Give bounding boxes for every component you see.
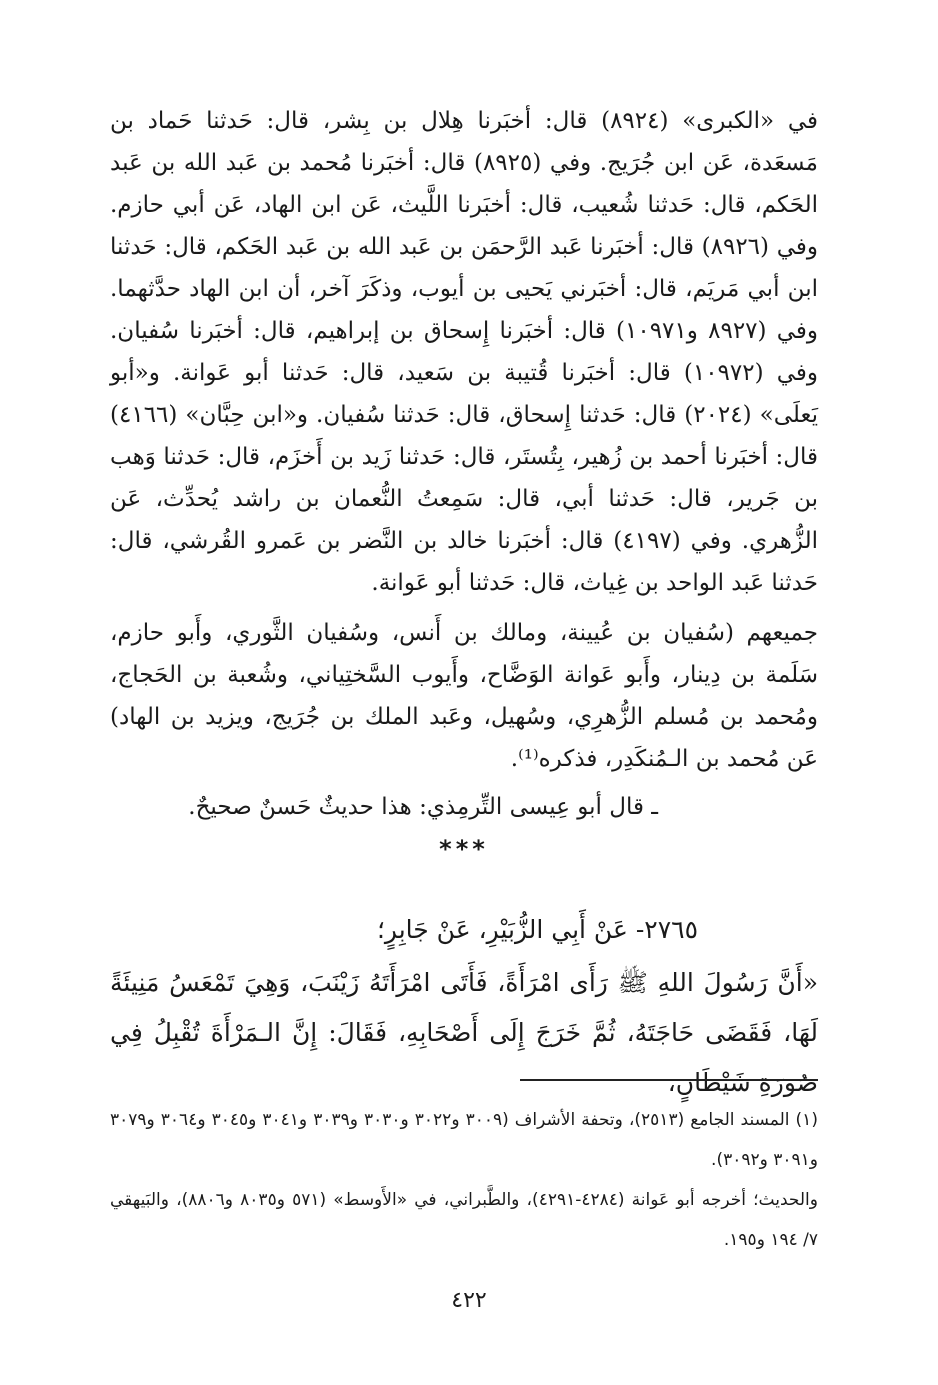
footnote-2: والحديث؛ أخرجه أبو عَوانة (٤٢٨٤-٤٢٩١)، والطَّبراني، في «الأَوسط» (٥٧١ و٨٠٣٥ و٨٨٠٦)، والبَيهقي ٧/ ١٩٤ و١٩٥. xyxy=(110,1190,818,1250)
hadith-text: «أَنَّ رَسُولَ اللهِ ﷺ رَأَى امْرَأَةً، فَأَتَى امْرَأَتَهُ زَيْنَبَ، وَهِيَ تَمْعَسُ مَنِيئَةً لَهَا، فَقَضَى حَاجَتَهُ، ثُمَّ خَرَجَ إِلَى أَصْحَابِهِ، فَقَالَ: إِنَّ الـمَرْأَةَ تُقْبِلُ فِي صُورَةِ شَيْطَانٍ، xyxy=(110,968,818,1097)
narrators-paragraph: جميعهم (سُفيان بن عُيينة، ومالك بن أَنس، وسُفيان الثَّوري، وأَبو حازم، سَلَمة بن دِينار، وأَبو عَوانة الوَضَّاح، وأَيوب السَّختِياني، وشُعبة بن الحَجاج، ومُحمد بن مُسلم الزُّهرِي، وسُهيل، وعَبد الملك بن جُرَيج، ويزيد بن الهاد) عَن مُحمد بن الـمُنكَدِر، فذكره⁽¹⁾. xyxy=(110,620,818,772)
main-text-block xyxy=(110,100,818,870)
hadith-heading: ٢٧٦٥- عَنْ أَبِي الزُّبَيْرِ، عَنْ جَابِرٍ؛ xyxy=(376,915,698,944)
page-number: ٤٢٢ xyxy=(451,1288,487,1313)
takhrij-paragraph: في «الكبرى» (٨٩٢٤) قال: أخبَرنا هِلال بن بِشر، قال: حَدثنا حَماد بن مَسعَدة، عَن ابن جُرَيج. وفي (٨٩٢٥) قال: أخبَرنا مُحمد بن عَبد الله بن عَبد الحَكم، قال: حَدثنا شُعيب، قال: أخبَرنا اللَّيث، عَن ابن الهاد، عَن أبي حازم. وفي (٨٩٢٦) قال: أخبَرنا عَبد الرَّحمَن بن عَبد الله بن عَبد الحَكم، قال: حَدثنا ابن أبي مَريَم، قال: أخبَرني يَحيى بن أيوب، وذكَرَ آخر، أن ابن الهاد حدَّثهما. وفي (٨٩٢٧ و١٠٩٧١) قال: أخبَرنا إِسحاق بن إبراهيم، قال: أخبَرنا سُفيان. وفي (١٠٩٧٢) قال: أخبَرنا قُتيبة بن سَعيد، قال: حَدثنا أبو عَوانة. و«أبو يَعلَى» (٢٠٢٤) قال: حَدثنا إِسحاق، قال: حَدثنا سُفيان. و«ابن حِبَّان» (٤١٦٦) قال: أخبَرنا أحمد بن زُهير، بِتُستَر، قال: حَدثنا زَيد بن أَخزَم، قال: حَدثنا وَهب بن جَرير، قال: حَدثنا أبي، قال: سَمِعتُ النُّعمان بن راشد يُحدِّث، عَن الزُّهري. وفي (٤١٩٧) قال: أخبَرنا خالد بن النَّضر بن عَمرو القُرشي، قال: حَدثنا عَبد الواحد بن غِياث، قال: حَدثنا أبو عَوانة. xyxy=(110,108,819,596)
hadith-block xyxy=(110,908,818,1108)
footnote-rule xyxy=(520,1079,818,1081)
footnote-1: (١) المسند الجامع (٢٥١٣)، وتحفة الأشراف (٣٠٠٩ و٣٠٢٢ و٣٠٣٠ و٣٠٣٩ و٣٠٤١ و٣٠٤٥ و٣٠٦٤ و٣٠٧٩ و٣٠٩١ و٣٠٩٢). xyxy=(110,1110,818,1170)
footnotes xyxy=(110,1100,818,1260)
section-separator: *** xyxy=(439,835,489,863)
tirmidhi-grading: ـ قال أبو عِيسى التِّرمِذي: هذا حديثٌ حَسنٌ صحيحٌ. xyxy=(188,794,658,820)
